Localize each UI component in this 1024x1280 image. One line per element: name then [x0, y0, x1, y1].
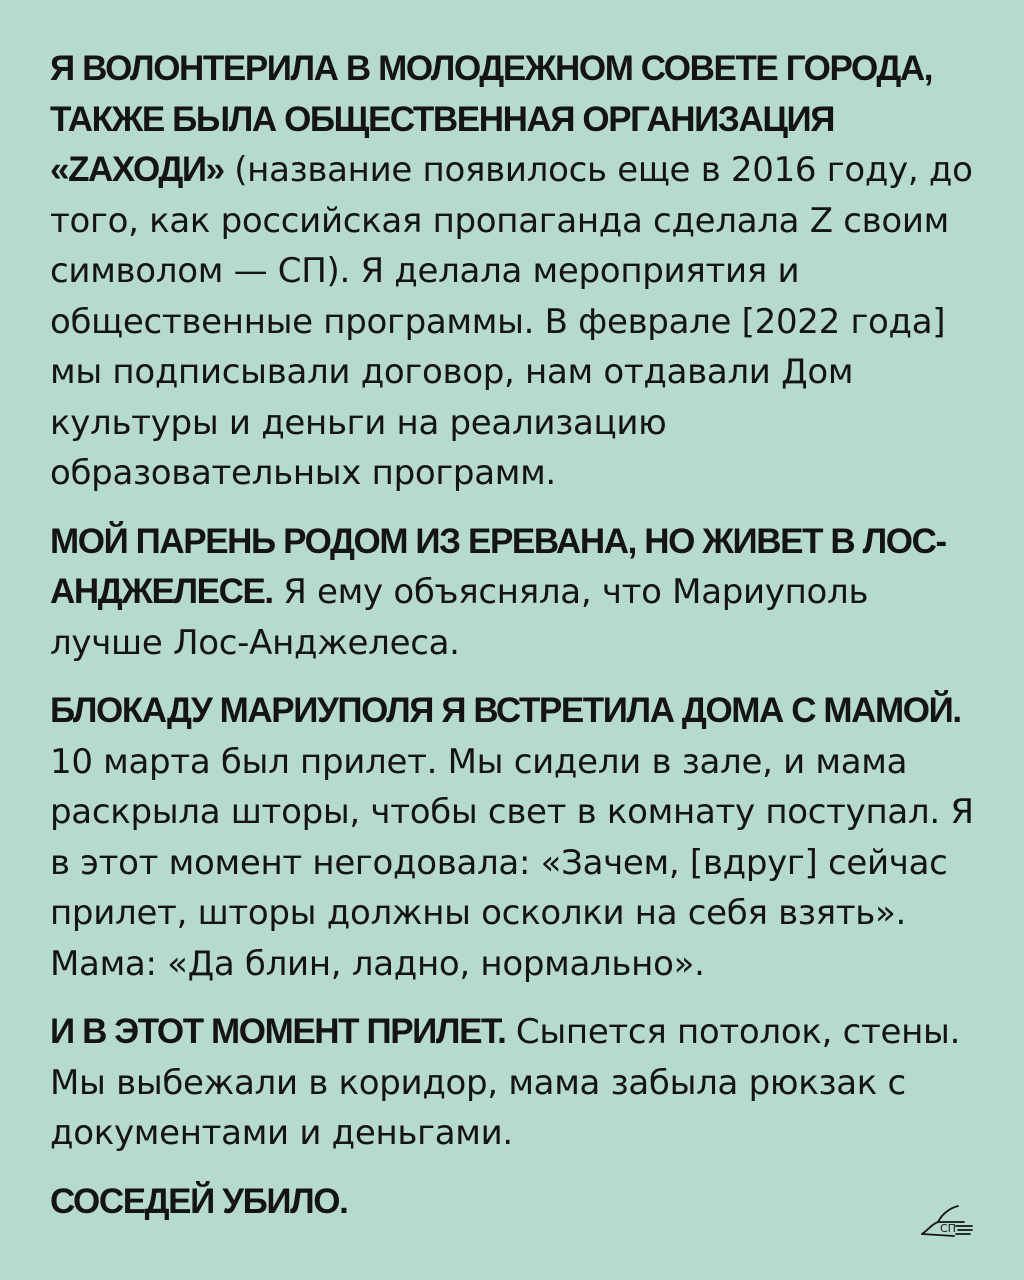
logo-text: СП — [940, 1222, 956, 1235]
paragraph-text: (название появилось еще в 2016 году, до того, как российская пропаганда сделала Z своим символом — СП). Я делала мероприятия и общественные программы. В феврале [2022 года] мы подписывали договор, нам отдавали Дом культуры и деньги на реализацию образовательных программ. — [50, 150, 973, 493]
paragraph-2 — [50, 517, 980, 669]
paragraph-lead: И В ЭТОТ МОМЕНТ ПРИЛЕТ. — [50, 1012, 506, 1051]
paragraph-3 — [50, 686, 980, 989]
paragraph-1 — [50, 44, 980, 499]
paragraph-lead: БЛОКАДУ МАРИУПОЛЯ Я ВСТРЕТИЛА ДОМА С МАМОЙ. — [50, 691, 961, 730]
paragraph-5 — [50, 1177, 980, 1228]
paragraph-text: Я ему объясняла, что Мариуполь лучше Лос-Анджелеса. — [50, 572, 869, 663]
paragraph-text: Сыпется потолок, стены. Мы выбежали в коридор, мама забыла рюкзак с документами и деньгами. — [50, 1012, 961, 1153]
paragraph-lead: Я ВОЛОНТЕРИЛА В МОЛОДЕЖНОМ СОВЕТЕ ГОРОДА, ТАКЖЕ БЫЛА ОБЩЕСТВЕННАЯ ОРГАНИЗАЦИЯ «ZАХОДИ» — [50, 49, 933, 189]
paragraph-text: 10 марта был прилет. Мы сидели в зале, и мама раскрыла шторы, чтобы свет в комнату поступал. Я в этот момент негодовала: «Зачем, [вдруг] сейчас прилет, шторы должны осколки на себя взять». Мама: «Да блин, ладно, нормально». — [50, 741, 974, 984]
brand-logo — [916, 1200, 980, 1240]
paragraph-4 — [50, 1007, 980, 1159]
paragraph-lead: МОЙ ПАРЕНЬ РОДОМ ИЗ ЕРЕВАНА, НО ЖИВЕТ В ЛОС-АНДЖЕЛЕСЕ. — [50, 521, 946, 611]
article-body — [50, 44, 980, 1245]
paragraph-lead: СОСЕДЕЙ УБИЛО. — [50, 1181, 348, 1221]
hand-icon — [916, 1200, 980, 1240]
